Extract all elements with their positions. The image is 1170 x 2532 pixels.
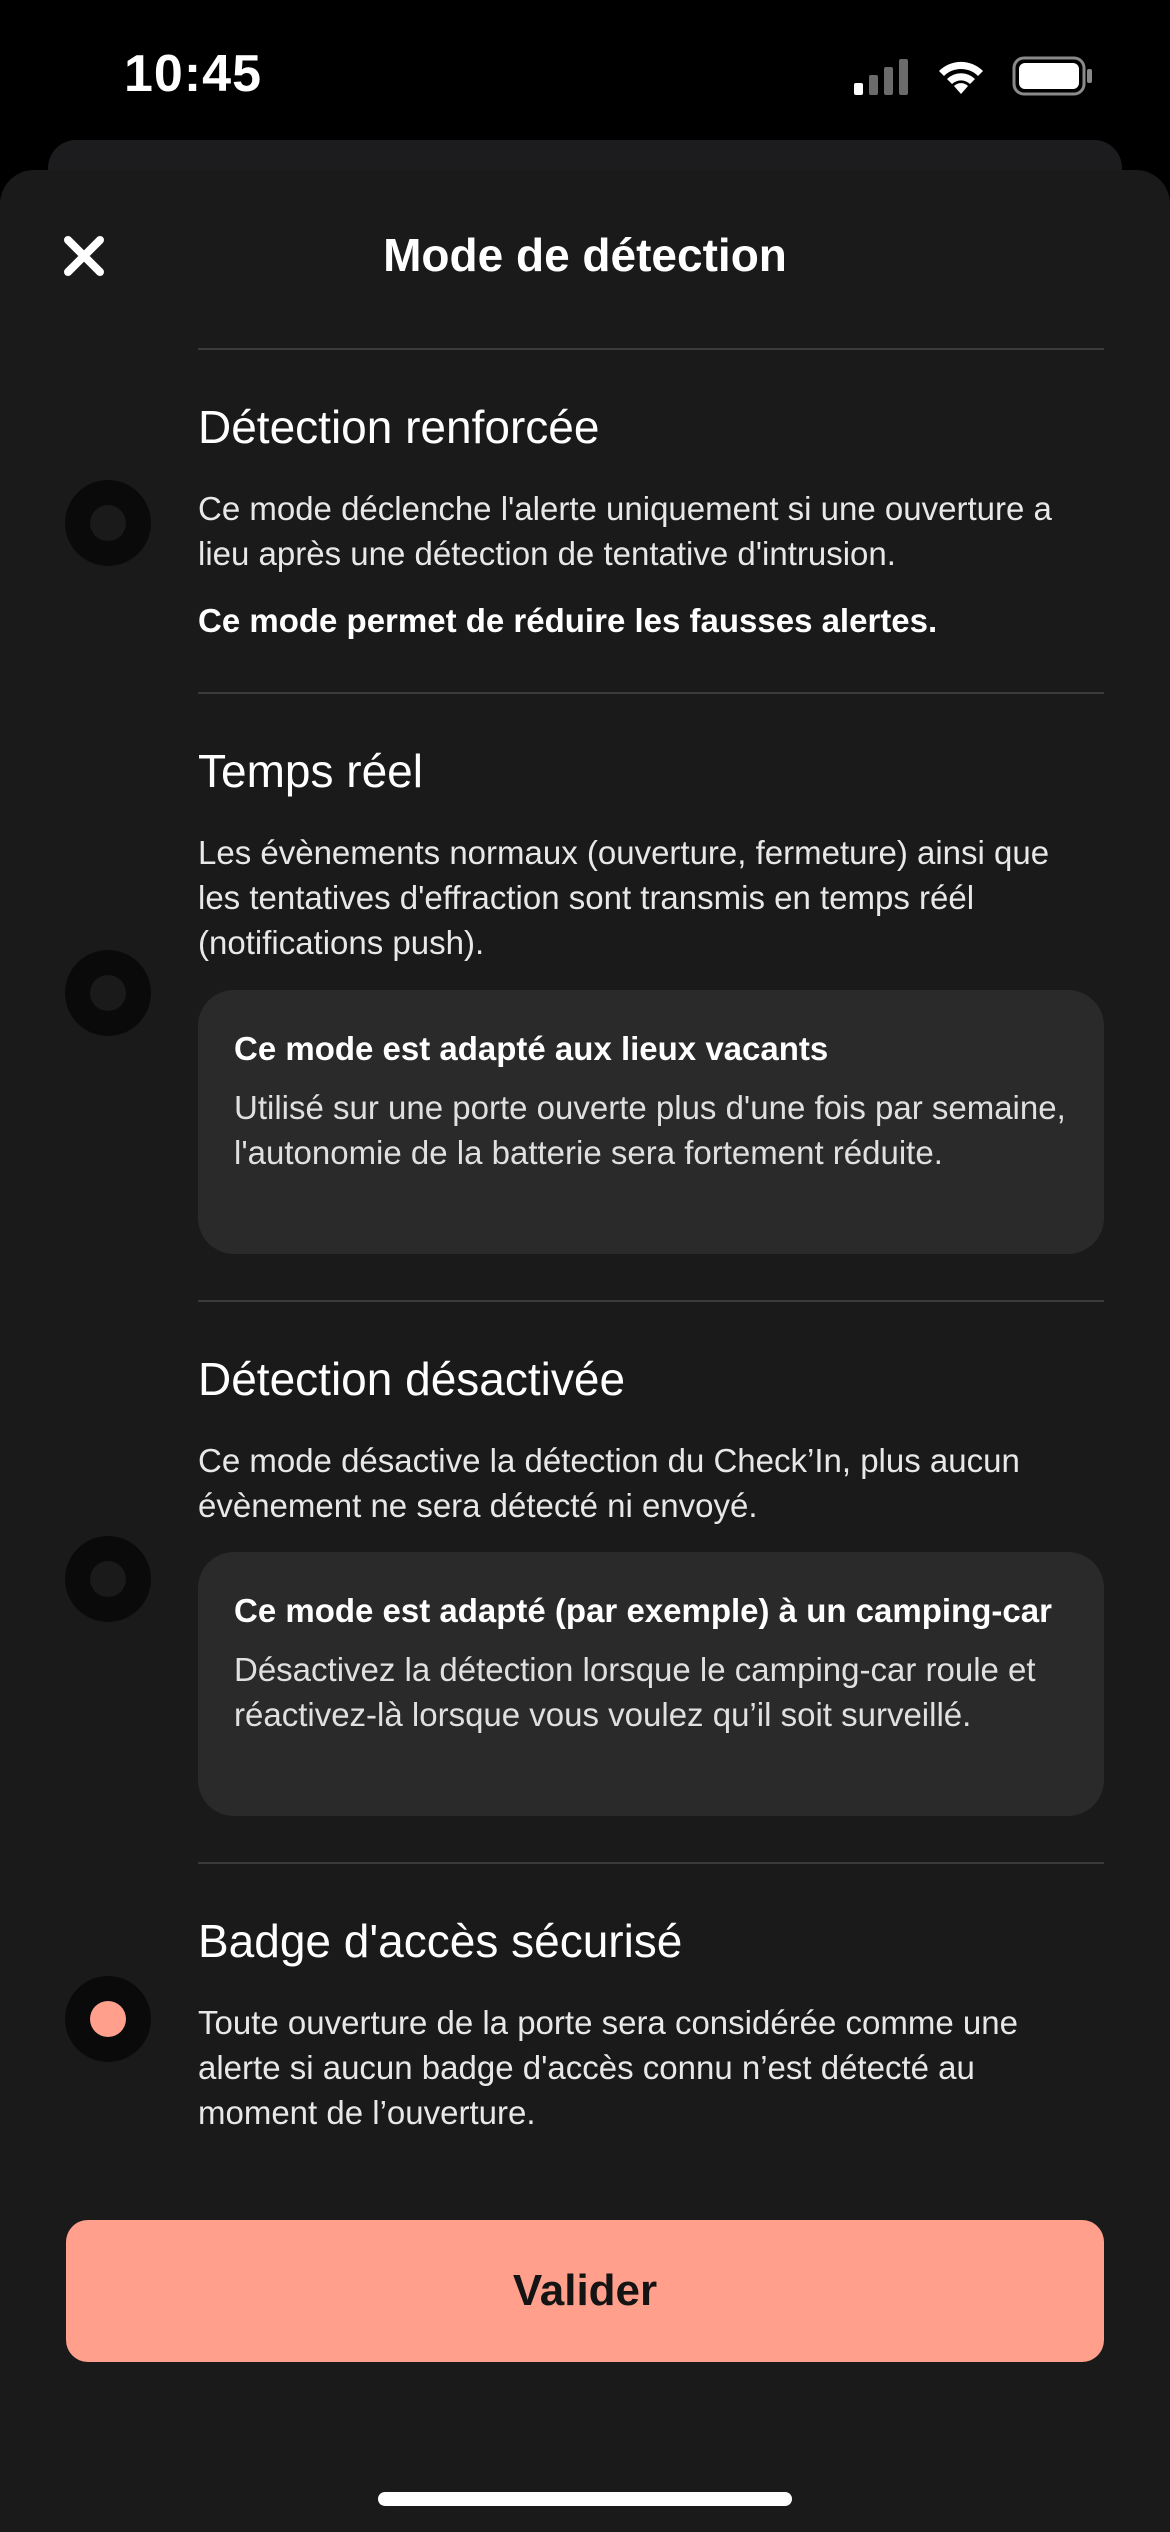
info-title: Ce mode est adapté aux lieux vacants [234,1030,829,1067]
option-description: Ce mode désactive la détection du Check’In, plus aucun évènement ne sera détecté ni envoyé. [198,1442,1020,1524]
radio-badge-acces-securise[interactable] [65,1976,151,2062]
status-bar [0,0,1170,150]
info-title: Ce mode est adapté (par exemple) à un camping-car [234,1592,1052,1629]
info-box [198,1552,1104,1816]
info-text: Utilisé sur une porte ouverte plus d'une fois par semaine, l'autonomie de la batterie sera fortement réduite. [234,1089,1066,1171]
home-indicator [378,2492,792,2506]
info-box [198,990,1104,1254]
option-emphasis: Ce mode permet de réduire les fausses alertes. [198,602,938,639]
option-title: Badge d'accès sécurisé [198,1915,683,1967]
option-description: Toute ouverture de la porte sera considérée comme une alerte si aucun badge d'accès connu n’est détecté au moment de l’ouverture. [198,2004,1018,2131]
option-title: Temps réel [198,745,423,797]
option-description: Ce mode déclenche l'alerte uniquement si une ouverture a lieu après une détection de tentative d'intrusion. [198,490,1052,572]
option-title: Détection renforcée [198,401,600,453]
cellular-signal-icon [852,57,910,95]
option-title: Détection désactivée [198,1353,626,1405]
battery-icon [1012,56,1094,96]
option-badge-acces-securise[interactable] [0,1864,1170,2164]
option-description: Les évènements normaux (ouverture, fermeture) ainsi que les tentatives d'effraction sont transmis en temps réél (notifications push). [198,834,1050,961]
detection-mode-sheet [0,170,1170,2532]
info-text: Désactivez la détection lorsque le camping-car roule et réactivez-là lorsque vous voulez qu’il soit surveillé. [234,1651,1036,1733]
option-temps-reel[interactable] [0,694,1170,1304]
wifi-icon [934,56,988,96]
status-icons [852,56,1094,96]
radio-detection-desactivee[interactable] [65,1536,151,1622]
option-detection-desactivee[interactable] [0,1302,1170,1864]
validate-button[interactable]: Valider [66,2220,1104,2362]
radio-detection-renforcee[interactable] [65,480,151,566]
radio-temps-reel[interactable] [65,950,151,1036]
page-title: Mode de détection [383,229,787,281]
sheet-header [0,170,1170,350]
status-time: 10:45 [124,45,262,103]
